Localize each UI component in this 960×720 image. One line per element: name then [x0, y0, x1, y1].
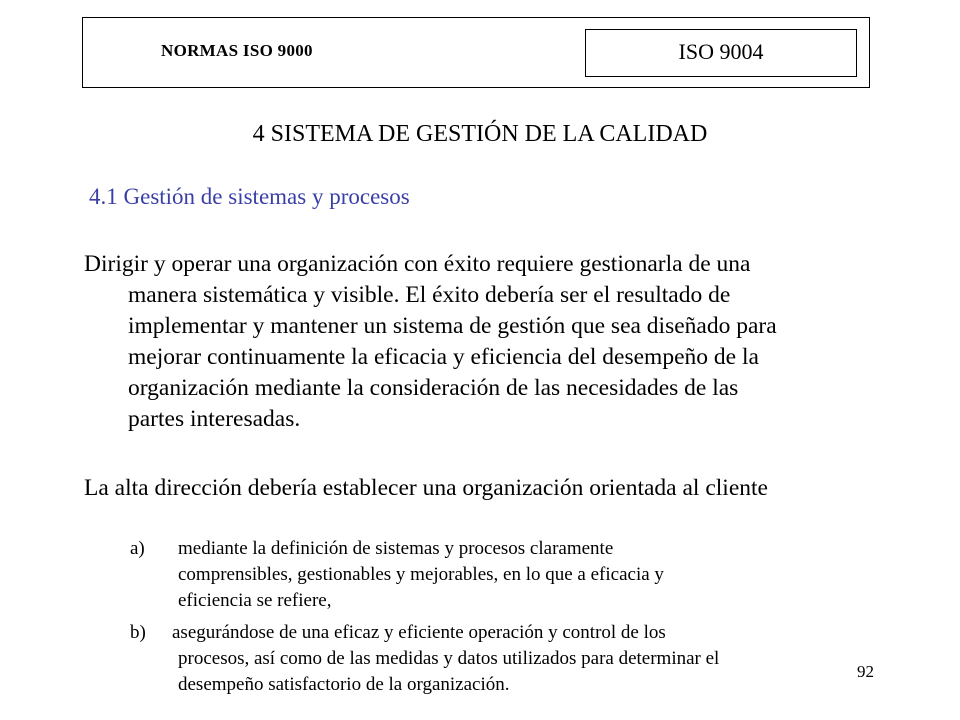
header-standard-family: NORMAS ISO 9000 [161, 41, 313, 60]
subsection-title: 4.1 Gestión de sistemas y procesos [89, 184, 410, 209]
document-header [82, 17, 870, 88]
list-item-line: desempeño satisfactorio de la organización. [178, 674, 510, 695]
list-item-line: comprensibles, gestionables y mejorables, en lo que a eficacia y [178, 564, 664, 585]
list-item-line: eficiencia se refiere, [178, 590, 332, 611]
section-title: 4 SISTEMA DE GESTIÓN DE LA CALIDAD [252, 121, 708, 147]
list-item-text: asegurándose de una eficaz y eficiente operación y control de los [172, 622, 666, 643]
list-item-a [130, 536, 890, 614]
paragraph-line: mejorar continuamente la eficacia y eficiencia del desempeño de la [128, 344, 759, 370]
paragraph-line: La alta dirección debería establecer una organización orientada al cliente [84, 475, 768, 501]
header-standard-code: ISO 9004 [585, 29, 857, 77]
list-marker: a) [130, 538, 145, 559]
list-marker: b) [130, 622, 146, 643]
paragraph-management-systems [84, 249, 884, 435]
paragraph-customer-oriented [84, 473, 884, 504]
paragraph-line: implementar y mantener un sistema de gestión que sea diseñado para [128, 313, 777, 339]
list-item-text: mediante la definición de sistemas y procesos claramente [178, 538, 614, 559]
paragraph-line: Dirigir y operar una organización con éxito requiere gestionarla de una [84, 251, 751, 277]
paragraph-line: partes interesadas. [128, 406, 301, 432]
list-item-line: procesos, así como de las medidas y datos utilizados para determinar el [178, 648, 720, 669]
paragraph-line: organización mediante la consideración de las necesidades de las [128, 375, 739, 401]
list-item-b [130, 620, 890, 698]
list-item-line [130, 536, 890, 562]
paragraph-line: manera sistemática y visible. El éxito debería ser el resultado de [128, 282, 731, 308]
list-item-line [130, 620, 890, 646]
page-number: 92 [857, 662, 874, 681]
